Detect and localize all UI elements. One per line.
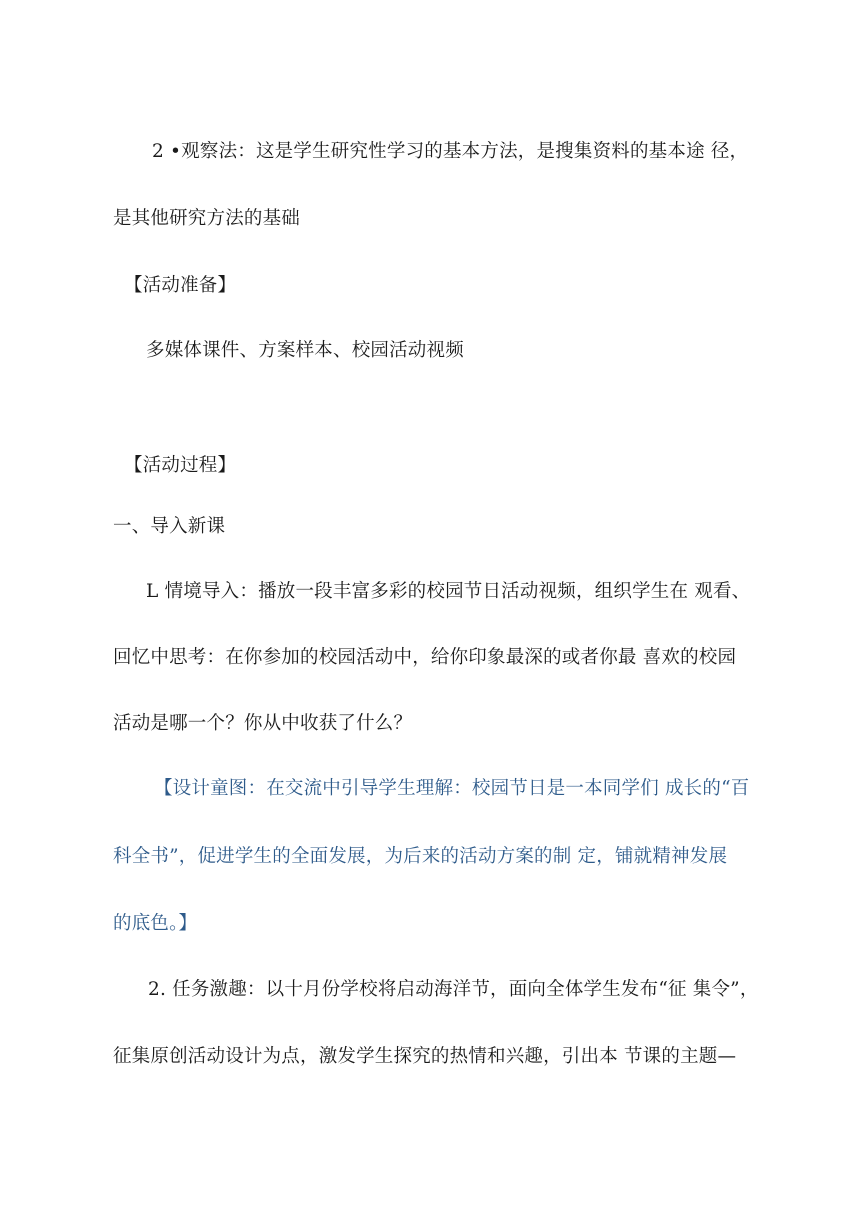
prep-content: 多媒体课件、方案样本、校园活动视频 [146, 340, 464, 361]
design-intent-line-2: 科全书”，促进学生的全面发展，为后来的活动方案的制 定，铺就精神发展 [113, 846, 728, 867]
section-heading: 一、导入新课 [113, 516, 226, 537]
observation-line-1: 2 •观察法：这是学生研究性学习的基本方法，是搜集资料的基本途 径， [152, 141, 749, 162]
situation-line-2: 回忆中思考：在你参加的校园活动中，给你印象最深的或者你最 喜欢的校园 [113, 647, 737, 668]
design-intent-line-3: 的底色。】 [113, 913, 198, 934]
task-line-2: 征集原创活动设计为点，激发学生探究的热情和兴趣，引出本 节课的主题— [113, 1046, 737, 1067]
process-heading: 【活动过程】 [124, 455, 237, 476]
task-line-1: 2. 任务激趣：以十月份学校将启动海洋节，面向全体学生发布“征 集令”， [148, 979, 759, 1000]
observation-line-2: 是其他研究方法的基础 [113, 208, 301, 229]
situation-line-1: L 情境导入：播放一段丰富多彩的校园节日活动视频，组织学生在 观看、 [146, 581, 751, 602]
prep-heading: 【活动准备】 [124, 275, 237, 296]
design-intent-line-1: 【设计童图：在交流中引导学生理解：校园节日是一本同学们 成长的“百 [154, 778, 750, 799]
situation-line-3: 活动是哪一个？你从中收获了什么？ [113, 713, 413, 734]
